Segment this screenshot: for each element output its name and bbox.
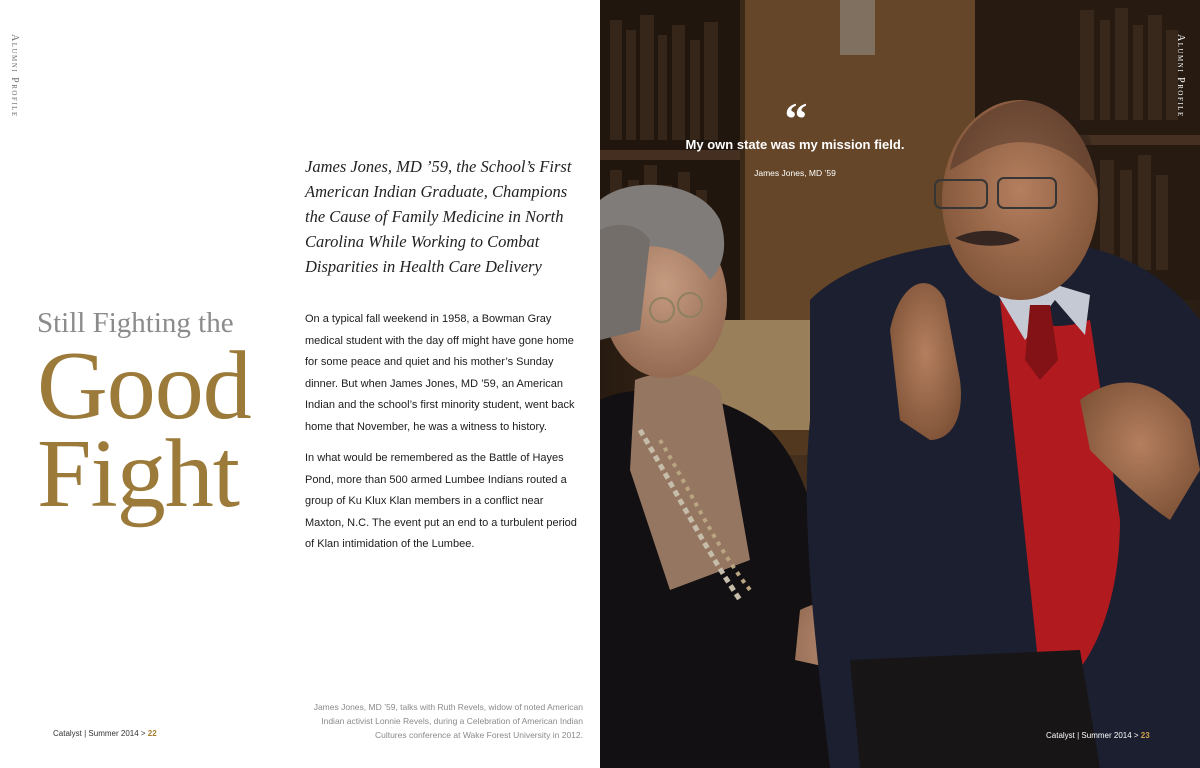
section-label: Alumni Profile: [1175, 34, 1186, 118]
headline-line-3: Fight: [37, 420, 239, 529]
pull-quote: My own state was my mission field.: [685, 137, 905, 152]
body-paragraph: In what would be remembered as the Battle of Hayes Pond, more than 500 armed Lumbee Indians routed a group of Ku Klux Klan members in a conflict near Maxton, N.C. The event put an end to a turbulent period of Klan intimidation of the Lumbee.: [305, 452, 577, 550]
right-page: [600, 0, 1200, 768]
headline-line-1: Still Fighting the: [37, 307, 234, 339]
page-number: 23: [1140, 731, 1150, 740]
headline-line-2: Good: [37, 331, 251, 440]
pull-quote-attribution: James Jones, MD ’59: [754, 168, 836, 178]
page-footer: [53, 729, 157, 738]
body-paragraph: On a typical fall weekend in 1958, a Bowman Gray medical student with the day off might have gone home for some peace and quiet and his mother’s Sunday dinner. But when James Jones, MD ’59, an American Indian and the school’s first minority student, went back home that November, he was a witness to history.: [305, 313, 575, 433]
footer-publication: Catalyst | Summer 2014 >: [53, 729, 148, 738]
footer-publication: Catalyst | Summer 2014 >: [1046, 731, 1141, 740]
quote-mark-icon: “: [784, 93, 808, 144]
section-label: Alumni Profile: [9, 34, 20, 118]
article-deck: James Jones, MD ’59, the School’s First American Indian Graduate, Champions the Cause of Family Medicine in North Carolina While Working to Combat Disparities in Health Care Delivery: [305, 157, 572, 276]
page-number: 22: [147, 729, 157, 738]
photo-caption: James Jones, MD ’59, talks with Ruth Revels, widow of noted American Indian activist Lonnie Revels, during a Celebration of American Indian Cultures conference at Wake Forest University in 2012.: [313, 702, 583, 740]
headline: [37, 307, 297, 529]
article-body: [305, 309, 580, 566]
page-footer: [1046, 731, 1150, 740]
photo-illustration: [600, 0, 1200, 768]
